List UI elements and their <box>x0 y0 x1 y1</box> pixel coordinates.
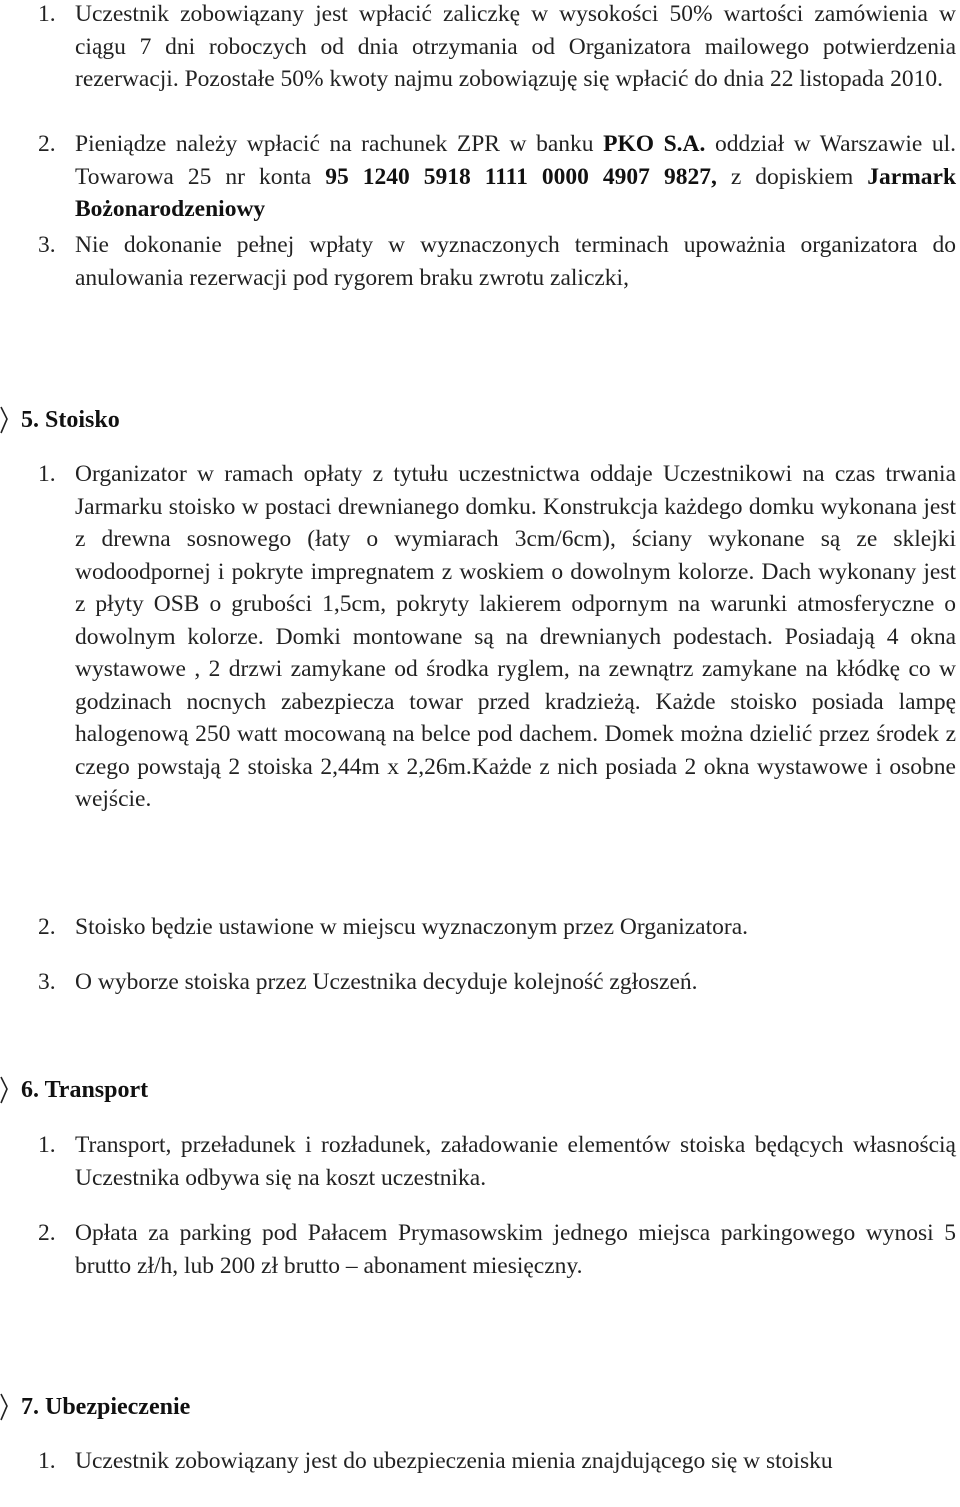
payment-text-a: Pieniądze należy wpłacić na rachunek ZPR w banku <box>75 131 594 157</box>
item-number: 2. <box>38 1220 56 1246</box>
section-title: 6. Transport <box>21 1076 149 1103</box>
section-heading-ubezpieczenie <box>0 1390 190 1424</box>
s5-item-1 <box>38 458 956 816</box>
item-text: O wyborze stoiska przez Uczestnika decyduje kolejność zgłoszeń. <box>75 969 698 995</box>
s5-item-3 <box>38 966 956 999</box>
item-text: Uczestnik zobowiązany jest wpłacić zaliczkę w wysokości 50% wartości zamówienia w ciągu 7 dni roboczych od dnia otrzymania od Organizatora mailowego potwierdzenia rezerwacji. Pozostałe 50% kwoty najmu zobowiązuję się wpłacić do dnia 22 listopada 2010. <box>75 1 956 92</box>
item-number: 2. <box>38 914 56 940</box>
payment-text-c: z dopiskiem <box>730 163 854 190</box>
item-text: Organizator w ramach opłaty z tytułu uczestnictwa oddaje Uczestnikowi na czas trwania Jarmarku stoisko w postaci drewnianego domku. Konstrukcja każdego domku wykonana jest z drewna sosnowego (łaty o wymiarach 3cm/6cm), ściany wykonane są ze sklejki wodoodpornej i pokryte impregnatem z woskiem o dowolnym kolorze. Dach wykonany jest z płyty OSB o grubości 1,5cm, pokryty lakierem odpornym na warunki atmosferyczne o dowolnym kolorze. Domki montowane są na drewnianych podestach. Posiadają 4 okna wystawowe , 2 drzwi zamykane od środka ryglem, na zewnątrz zamykane na kłódkę co w godzinach nocnych zabezpiecza towar przed kradzieżą. Każde stoisko posiada lampę halogenową 250 watt mocowaną na belce pod dachem. Domek można dzielić przez środek z czego powstają 2 stoiska 2,44m x 2,26m.Każde z nich posiada 2 okna wystawowe i osobne wejście. <box>75 461 956 812</box>
item-text: Nie dokonanie pełnej wpłaty w wyznaczonych terminach upoważnia organizatora do anulowania rezerwacji pod rygorem braku zwrotu zaliczki, <box>75 232 956 291</box>
s6-item-2 <box>38 1217 956 1282</box>
section-arrow-icon <box>0 1392 14 1422</box>
section-arrow-icon <box>0 405 14 435</box>
section-title: 7. Ubezpieczenie <box>21 1393 191 1420</box>
item-text <box>38 128 956 226</box>
item-text: Uczestnik zobowiązany jest do ubezpieczenia mienia znajdującego się w stoisku <box>75 1448 833 1474</box>
item-number: 3. <box>38 232 56 258</box>
account-number: 95 1240 5918 1111 0000 4907 9827, <box>325 163 717 190</box>
s4-item-2 <box>38 128 956 226</box>
payment-text-b: oddział w Warszawie ul. Towarowa 25 nr konta <box>75 131 957 190</box>
s4-item-3 <box>38 229 956 294</box>
item-number: 1. <box>38 1 56 27</box>
item-text: Transport, przeładunek i rozładunek, załadowanie elementów stoiska będących własnością Uczestnika odbywa się na koszt uczestnika. <box>75 1132 956 1191</box>
s7-item-1 <box>38 1445 956 1478</box>
item-number: 2. <box>38 131 56 157</box>
item-number: 1. <box>38 461 56 487</box>
section-arrow-icon <box>0 1075 14 1105</box>
item-text: Stoisko będzie ustawione w miejscu wyznaczonym przez Organizatora. <box>75 914 749 940</box>
s4-item-1 <box>38 0 956 96</box>
item-number: 1. <box>38 1132 56 1158</box>
section-heading-stoisko <box>0 403 120 437</box>
transfer-reference: Jarmark Bożonarodzeniowy <box>75 163 957 222</box>
s6-item-1 <box>38 1129 956 1194</box>
bank-name: PKO S.A. <box>603 131 706 157</box>
section-title: 5. Stoisko <box>21 406 120 433</box>
s5-item-2 <box>38 911 956 944</box>
item-text: Opłata za parking pod Pałacem Prymasowskim jednego miejsca parkingowego wynosi 5 brutto zł/h, lub 200 zł brutto – abonament miesięczny. <box>75 1220 956 1279</box>
section-heading-transport <box>0 1073 148 1107</box>
item-number: 3. <box>38 969 56 995</box>
item-number: 1. <box>38 1448 56 1474</box>
